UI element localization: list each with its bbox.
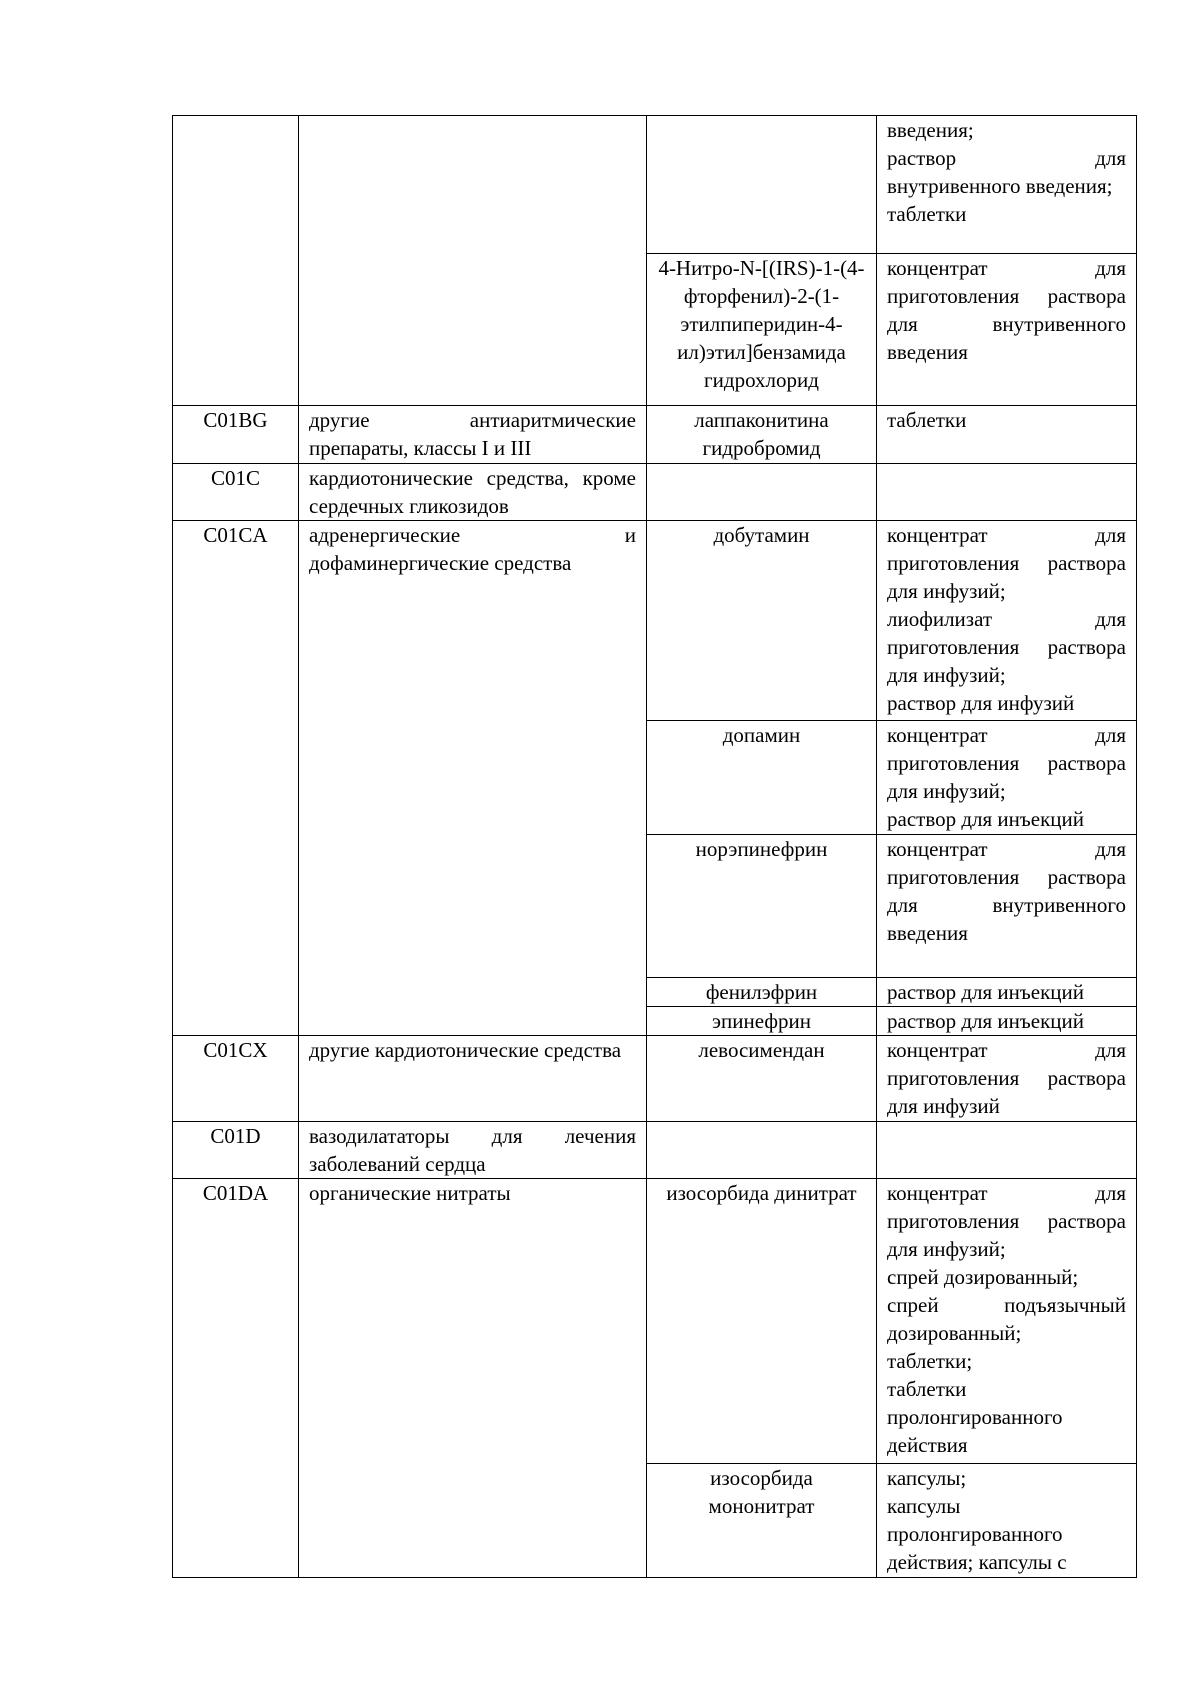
group-name-cell: другие антиаритмические препараты, классы I и III xyxy=(299,406,647,464)
dosage-form-cell: концентрат для приготовления раствора для внутривенного введения xyxy=(877,254,1137,406)
dosage-form-cell xyxy=(877,1122,1137,1179)
drug-name-cell: добутамин xyxy=(647,521,877,721)
dosage-form-cell xyxy=(877,464,1137,521)
dosage-form-cell: капсулы; капсулы пролонгированного действия; капсулы с xyxy=(877,1464,1137,1578)
table-body xyxy=(173,116,1137,1578)
atc-code-cell xyxy=(173,116,299,406)
atc-code-cell: C01C xyxy=(173,464,299,521)
drug-name-cell: 4-Нитро-N-[(IRS)-1-(4-фторфенил)-2-(1-этилпиперидин-4-ил)этил]бензамида гидрохлорид xyxy=(647,254,877,406)
group-name-cell: адренергические и дофаминергические средства xyxy=(299,521,647,1036)
atc-code-cell: C01CX xyxy=(173,1036,299,1122)
dosage-form-cell: таблетки xyxy=(877,406,1137,464)
drug-name-cell xyxy=(647,1122,877,1179)
drug-name-cell xyxy=(647,464,877,521)
table-row xyxy=(173,521,1137,721)
drug-name-cell: лаппаконитина гидробромид xyxy=(647,406,877,464)
table-row xyxy=(173,1036,1137,1122)
group-name-cell xyxy=(299,116,647,406)
dosage-form-cell: раствор для инъекций xyxy=(877,1007,1137,1036)
drug-classification-table xyxy=(172,115,1137,1578)
table-row xyxy=(173,1122,1137,1179)
dosage-form-cell: введения; раствор для внутривенного введения; таблетки xyxy=(877,116,1137,254)
atc-code-cell: C01DA xyxy=(173,1179,299,1578)
drug-name-cell: эпинефрин xyxy=(647,1007,877,1036)
table-row xyxy=(173,406,1137,464)
atc-code-cell: C01CA xyxy=(173,521,299,1036)
drug-name-cell: левосимендан xyxy=(647,1036,877,1122)
drug-name-cell: фенилэфрин xyxy=(647,978,877,1007)
table-row xyxy=(173,464,1137,521)
atc-code-cell: C01BG xyxy=(173,406,299,464)
dosage-form-cell: концентрат для приготовления раствора для внутривенного введения xyxy=(877,835,1137,978)
table-row xyxy=(173,1179,1137,1464)
group-name-cell: другие кардиотонические средства xyxy=(299,1036,647,1122)
group-name-cell: кардиотонические средства, кроме сердечных гликозидов xyxy=(299,464,647,521)
dosage-form-cell: раствор для инъекций xyxy=(877,978,1137,1007)
dosage-form-cell: концентрат для приготовления раствора для инфузий; спрей дозированный; спрей подъязычный дозированный; таблетки; таблетки пролонгированного действия xyxy=(877,1179,1137,1464)
table-row xyxy=(173,116,1137,254)
drug-name-cell: изосорбида мононитрат xyxy=(647,1464,877,1578)
atc-code-cell: C01D xyxy=(173,1122,299,1179)
dosage-form-cell: концентрат для приготовления раствора для инфузий xyxy=(877,1036,1137,1122)
drug-name-cell: норэпинефрин xyxy=(647,835,877,978)
drug-name-cell: изосорбида динитрат xyxy=(647,1179,877,1464)
dosage-form-cell: концентрат для приготовления раствора для инфузий; лиофилизат для приготовления раствора для инфузий; раствор для инфузий xyxy=(877,521,1137,721)
group-name-cell: вазодилататоры для лечения заболеваний сердца xyxy=(299,1122,647,1179)
drug-name-cell: допамин xyxy=(647,721,877,835)
group-name-cell: органические нитраты xyxy=(299,1179,647,1578)
dosage-form-cell: концентрат для приготовления раствора для инфузий; раствор для инъекций xyxy=(877,721,1137,835)
drug-name-cell xyxy=(647,116,877,254)
